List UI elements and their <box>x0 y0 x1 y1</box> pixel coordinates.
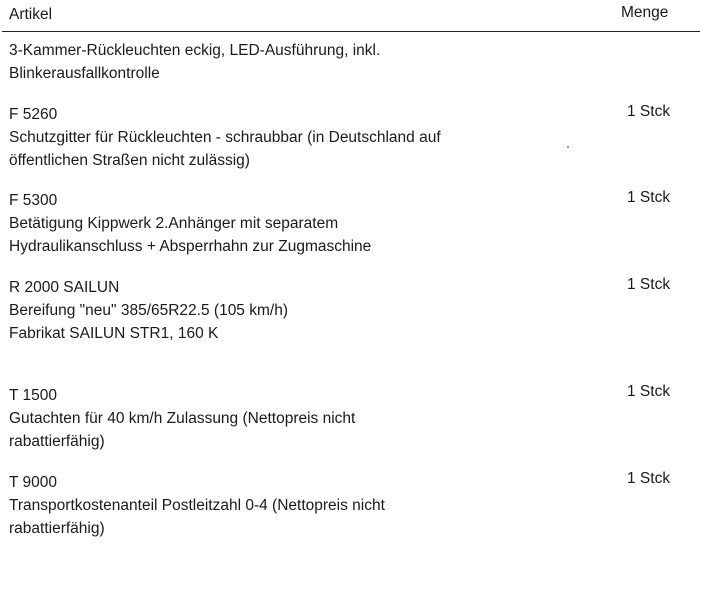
item-quantity: 1 Stck <box>627 276 671 293</box>
item-description-line: Betätigung Kippwerk 2.Anhänger mit separatem <box>9 215 339 232</box>
list-item <box>9 103 569 172</box>
item-quantity: 1 Stck <box>627 383 671 400</box>
scan-speck <box>567 146 569 148</box>
item-description-line: Blinkerausfallkontrolle <box>9 65 160 82</box>
table-header <box>0 0 702 32</box>
list-item <box>9 189 569 258</box>
item-description-line: Fabrikat SAILUN STR1, 160 K <box>9 325 219 342</box>
item-description-line: Hydraulikanschluss + Absperrhahn zur Zugmaschine <box>9 238 372 255</box>
list-item <box>9 39 569 85</box>
item-quantity: 1 Stck <box>627 470 671 487</box>
column-header-menge: Menge <box>621 4 669 21</box>
item-description-line: rabattierfähig) <box>9 520 105 537</box>
list-item <box>9 276 569 345</box>
list-item <box>9 471 569 540</box>
column-header-artikel: Artikel <box>9 6 53 23</box>
list-item <box>9 384 569 453</box>
item-code: T 9000 <box>9 474 57 491</box>
item-description-line: Transportkostenanteil Postleitzahl 0-4 (Nettopreis nicht <box>9 497 385 514</box>
item-code: R 2000 SAILUN <box>9 279 120 296</box>
item-description-line: Schutzgitter für Rückleuchten - schraubbar (in Deutschland auf <box>9 129 441 146</box>
item-description-line: rabattierfähig) <box>9 433 105 450</box>
item-code: F 5300 <box>9 192 58 209</box>
item-quantity: 1 Stck <box>627 189 671 206</box>
item-code: T 1500 <box>9 387 57 404</box>
item-quantity: 1 Stck <box>627 103 671 120</box>
item-description-line: öffentlichen Straßen nicht zulässig) <box>9 152 250 169</box>
item-code: F 5260 <box>9 106 58 123</box>
item-description-line: Gutachten für 40 km/h Zulassung (Nettopreis nicht <box>9 410 356 427</box>
item-description-line: 3-Kammer-Rückleuchten eckig, LED-Ausführung, inkl. <box>9 42 381 59</box>
item-description-line: Bereifung "neu" 385/65R22.5 (105 km/h) <box>9 302 288 319</box>
header-divider <box>2 31 700 32</box>
